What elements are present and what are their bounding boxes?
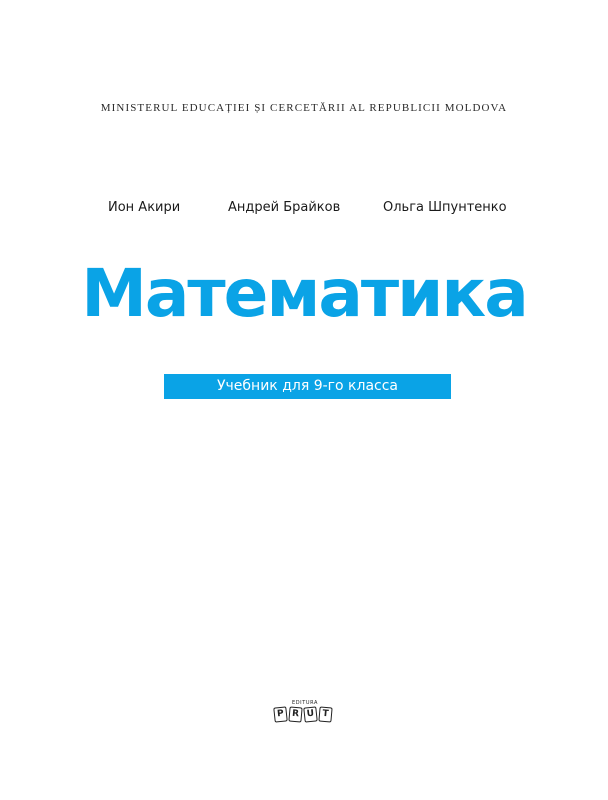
subtitle-banner: Учебник для 9-го класса bbox=[164, 374, 451, 399]
publisher-letter-tile: R bbox=[288, 706, 302, 722]
author-name: Ион Акири bbox=[108, 200, 181, 215]
publisher-letter-tile: U bbox=[303, 706, 317, 722]
publisher-letter-tile: T bbox=[318, 706, 332, 722]
publisher-logo bbox=[272, 700, 338, 730]
publisher-tiles bbox=[274, 707, 332, 722]
author-name: Андрей Брайков bbox=[228, 200, 341, 215]
publisher-letter-tile: P bbox=[273, 706, 287, 722]
book-title: Математика bbox=[81, 255, 527, 332]
authors-row bbox=[0, 200, 608, 218]
ministry-heading: MINISTERUL EDUCAȚIEI ȘI CERCETĂRII AL REPUBLICII MOLDOVA bbox=[100, 102, 508, 114]
author-name: Ольга Шпунтенко bbox=[383, 200, 507, 215]
publisher-small-label: EDITURA bbox=[291, 700, 319, 706]
